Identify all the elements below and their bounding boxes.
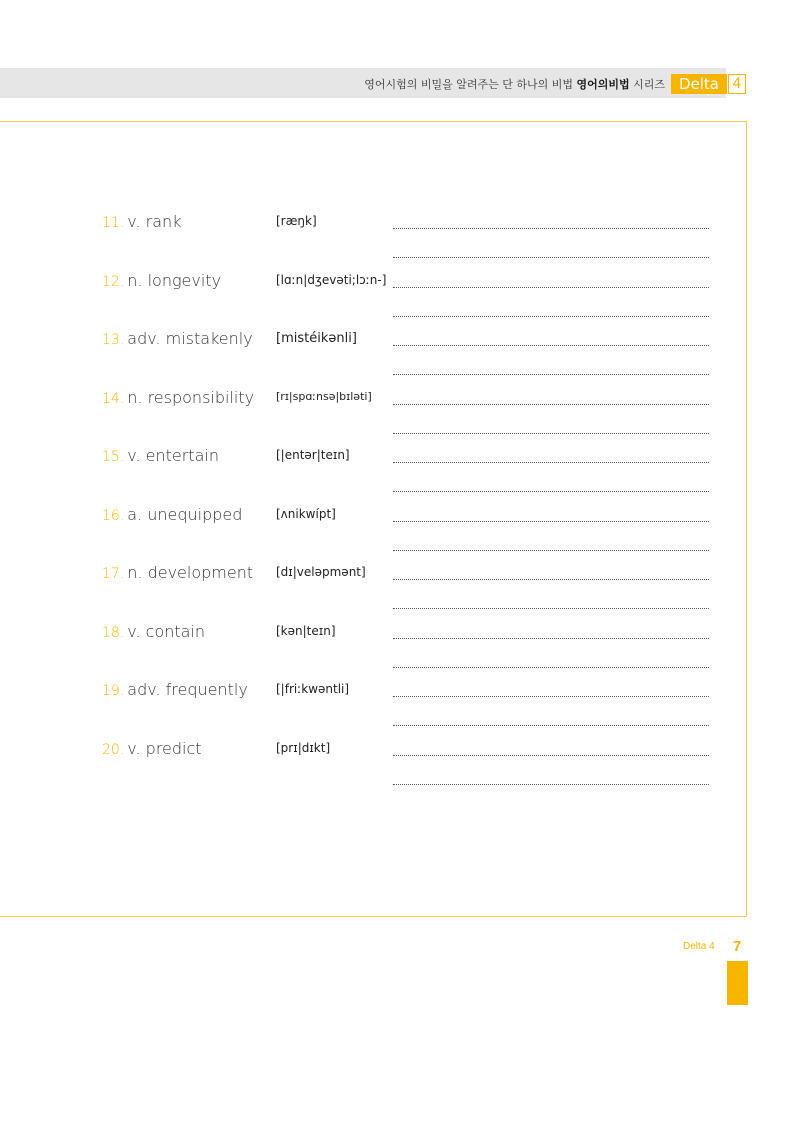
word-text: v. rank xyxy=(127,212,182,231)
item-number: 15. xyxy=(102,449,125,465)
level-badge: 4 xyxy=(728,74,746,94)
page-edge-tab xyxy=(727,961,748,1005)
phonetic: [ʌnikwípt] xyxy=(276,507,336,521)
series-suffix: 시리즈 xyxy=(633,78,665,91)
word-text: n. development xyxy=(127,563,254,582)
answer-line[interactable] xyxy=(393,491,709,492)
vocab-word xyxy=(102,446,219,465)
series-tagline: 영어시험의 비밀을 알려주는 단 하나의 비법 xyxy=(364,78,573,91)
vocab-word xyxy=(102,505,242,524)
answer-line[interactable] xyxy=(393,257,709,258)
vocab-row xyxy=(0,271,793,329)
item-number: 17. xyxy=(102,566,125,582)
item-number: 19. xyxy=(102,683,125,699)
phonetic: [|friːkwəntli] xyxy=(276,682,350,696)
answer-line[interactable] xyxy=(393,228,709,229)
phonetic: [lɑːn|dʒevəti;lɔːn-] xyxy=(276,273,387,287)
item-number: 14. xyxy=(102,391,125,407)
word-text: adv. frequently xyxy=(127,680,248,699)
vocab-row xyxy=(0,388,793,446)
vocab-row xyxy=(0,446,793,504)
answer-line[interactable] xyxy=(393,579,709,580)
answer-line[interactable] xyxy=(393,725,709,726)
answer-line[interactable] xyxy=(393,433,709,434)
answer-line[interactable] xyxy=(393,550,709,551)
answer-line[interactable] xyxy=(393,608,709,609)
answer-line[interactable] xyxy=(393,345,709,346)
vocab-word xyxy=(102,563,253,582)
vocab-row xyxy=(0,505,793,563)
answer-line[interactable] xyxy=(393,287,709,288)
series-name: 영어의비법 xyxy=(576,78,630,91)
answer-line[interactable] xyxy=(393,374,709,375)
vocab-word xyxy=(102,680,248,699)
footer-book-label: Delta 4 xyxy=(683,941,715,952)
phonetic: [ræŋk] xyxy=(276,214,317,228)
vocab-row xyxy=(0,212,793,270)
vocab-row xyxy=(0,739,793,797)
item-number: 11. xyxy=(102,215,125,231)
word-text: v. entertain xyxy=(127,446,220,465)
vocab-word xyxy=(102,271,221,290)
word-text: v. predict xyxy=(127,739,202,758)
answer-line[interactable] xyxy=(393,784,709,785)
answer-line[interactable] xyxy=(393,755,709,756)
item-number: 12. xyxy=(102,274,125,290)
item-number: 16. xyxy=(102,508,125,524)
vocab-row xyxy=(0,622,793,680)
vocab-row xyxy=(0,563,793,621)
answer-line[interactable] xyxy=(393,638,709,639)
vocab-word xyxy=(102,212,181,231)
vocab-word xyxy=(102,739,202,758)
phonetic: [dɪ|veləpmənt] xyxy=(276,565,366,579)
book-tab: Delta xyxy=(671,74,727,94)
vocab-word xyxy=(102,622,205,641)
vocab-word xyxy=(102,329,253,348)
answer-line[interactable] xyxy=(393,696,709,697)
phonetic: [kən|teɪn] xyxy=(276,624,336,638)
item-number: 20. xyxy=(102,742,125,758)
item-number: 13. xyxy=(102,332,125,348)
phonetic: [mistéikənli] xyxy=(276,331,357,346)
vocab-word xyxy=(102,388,254,407)
page-number: 7 xyxy=(733,938,742,955)
item-number: 18. xyxy=(102,625,125,641)
series-title xyxy=(364,76,665,92)
answer-line[interactable] xyxy=(393,404,709,405)
answer-line[interactable] xyxy=(393,667,709,668)
word-text: adv. mistakenly xyxy=(127,329,253,348)
answer-line[interactable] xyxy=(393,316,709,317)
word-text: v. contain xyxy=(127,622,206,641)
phonetic: [rɪ|spɑːnsə|bɪləti] xyxy=(276,390,372,403)
vocab-row xyxy=(0,329,793,387)
answer-line[interactable] xyxy=(393,521,709,522)
vocab-row xyxy=(0,680,793,738)
phonetic: [prɪ|dɪkt] xyxy=(276,741,331,755)
phonetic: [|entər|teɪn] xyxy=(276,448,350,462)
word-text: n. longevity xyxy=(127,271,222,290)
answer-line[interactable] xyxy=(393,462,709,463)
word-text: n. responsibility xyxy=(127,388,255,407)
word-text: a. unequipped xyxy=(127,505,243,524)
